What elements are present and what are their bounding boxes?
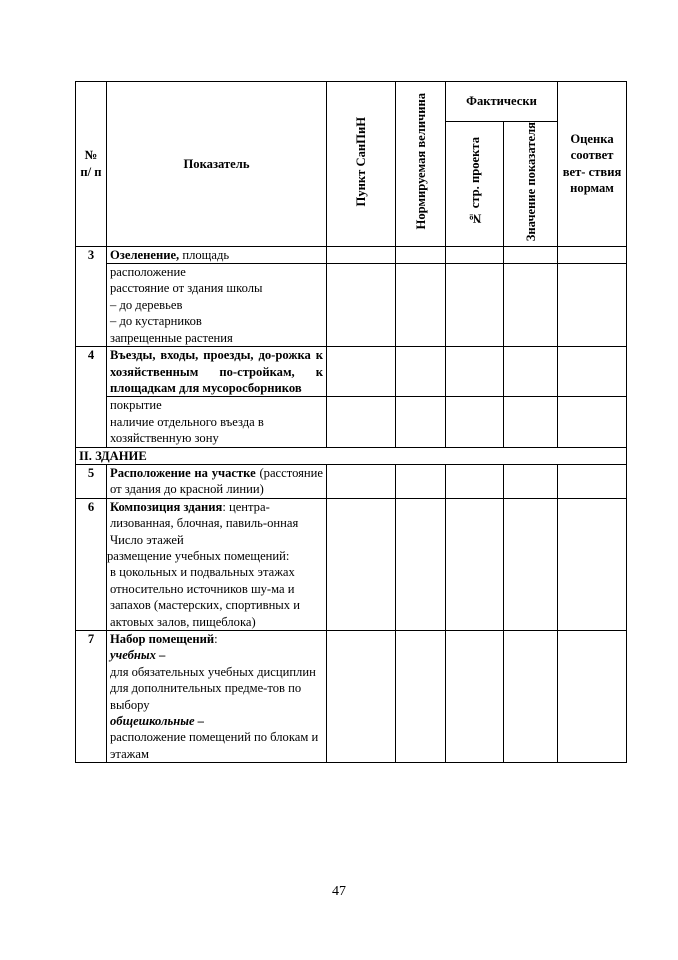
- cell-empty: [504, 464, 558, 498]
- cell-empty: [327, 347, 396, 397]
- cell-empty: [446, 246, 504, 263]
- cell-empty: [327, 264, 396, 347]
- section-title: II. ЗДАНИЕ: [76, 447, 627, 464]
- row-number: 3: [76, 246, 107, 263]
- row-title: Композиция здания: центра-лизованная, блочная, павиль-онная Число этажей размещение учебных помещений: в цокольных и подвальных этажах относительно источников шу-ма и запахов (мастерских, спортивных и актовых залов, пищеблока): [107, 498, 327, 630]
- cell-empty: [504, 264, 558, 347]
- hygiene-assessment-table: [75, 81, 627, 763]
- cell-empty: [558, 631, 627, 763]
- section-row: [76, 447, 627, 464]
- row-number: 4: [76, 347, 107, 397]
- cell-empty: [396, 347, 446, 397]
- cell-empty: [446, 464, 504, 498]
- row-number: 5: [76, 464, 107, 498]
- table-row: [76, 498, 627, 630]
- row-title: Расположение на участке (расстояние от здания до красной линии): [107, 464, 327, 498]
- cell-empty: [558, 498, 627, 630]
- row-title: Озеленение, площадь: [107, 246, 327, 263]
- cell-empty: [327, 246, 396, 263]
- table-row: [76, 347, 627, 397]
- cell-empty: [446, 631, 504, 763]
- row-title: Набор помещений: учебных – для обязательных учебных дисциплин для дополнительных предме-тов по выбору общешкольные – расположение помещений по блокам и этажам: [107, 631, 327, 763]
- cell-empty: [558, 464, 627, 498]
- cell-empty: [558, 347, 627, 397]
- cell-empty: [446, 264, 504, 347]
- cell-empty: [396, 498, 446, 630]
- cell-empty: [76, 397, 107, 447]
- cell-empty: [396, 397, 446, 447]
- cell-empty: [558, 246, 627, 263]
- header-assessment: Оценка соответ вет- ствия нормам: [558, 82, 627, 247]
- cell-empty: [396, 246, 446, 263]
- row-title: Въезды, входы, проезды, до-рожка к хозяйственным по-стройкам, к площадкам для мусоросборников: [107, 347, 327, 397]
- cell-empty: [504, 631, 558, 763]
- cell-empty: [558, 264, 627, 347]
- header-num: № п/ п: [76, 82, 107, 247]
- header-indicator: Показатель: [107, 82, 327, 247]
- header-actual: Фактически: [446, 82, 558, 122]
- cell-empty: [446, 347, 504, 397]
- cell-empty: [504, 347, 558, 397]
- cell-empty: [396, 464, 446, 498]
- header-sanpin: Пункт СанПиН: [327, 82, 396, 247]
- cell-empty: [327, 464, 396, 498]
- table-row: [76, 464, 627, 498]
- row-details: расположение расстояние от здания школы – до деревьев – до кустарников запрещенные растения: [107, 264, 327, 347]
- cell-empty: [396, 264, 446, 347]
- cell-empty: [558, 397, 627, 447]
- cell-empty: [504, 397, 558, 447]
- row-number: 7: [76, 631, 107, 763]
- row-number: 6: [76, 498, 107, 630]
- table-row: [76, 397, 627, 447]
- cell-empty: [446, 397, 504, 447]
- table-row: [76, 631, 627, 763]
- table-row: [76, 246, 627, 263]
- cell-empty: [446, 498, 504, 630]
- cell-empty: [327, 397, 396, 447]
- cell-empty: [504, 246, 558, 263]
- row-details: покрытие наличие отдельного въезда в хозяйственную зону: [107, 397, 327, 447]
- cell-empty: [396, 631, 446, 763]
- table-row: [76, 264, 627, 347]
- cell-empty: [327, 631, 396, 763]
- cell-empty: [327, 498, 396, 630]
- header-norm: Нормируемая величина: [396, 82, 446, 247]
- page-number: 47: [332, 884, 346, 899]
- header-value: Значение показателя: [504, 122, 558, 247]
- header-page: № стр. проекта: [446, 122, 504, 247]
- cell-empty: [504, 498, 558, 630]
- header-row: [76, 82, 627, 122]
- cell-empty: [76, 264, 107, 347]
